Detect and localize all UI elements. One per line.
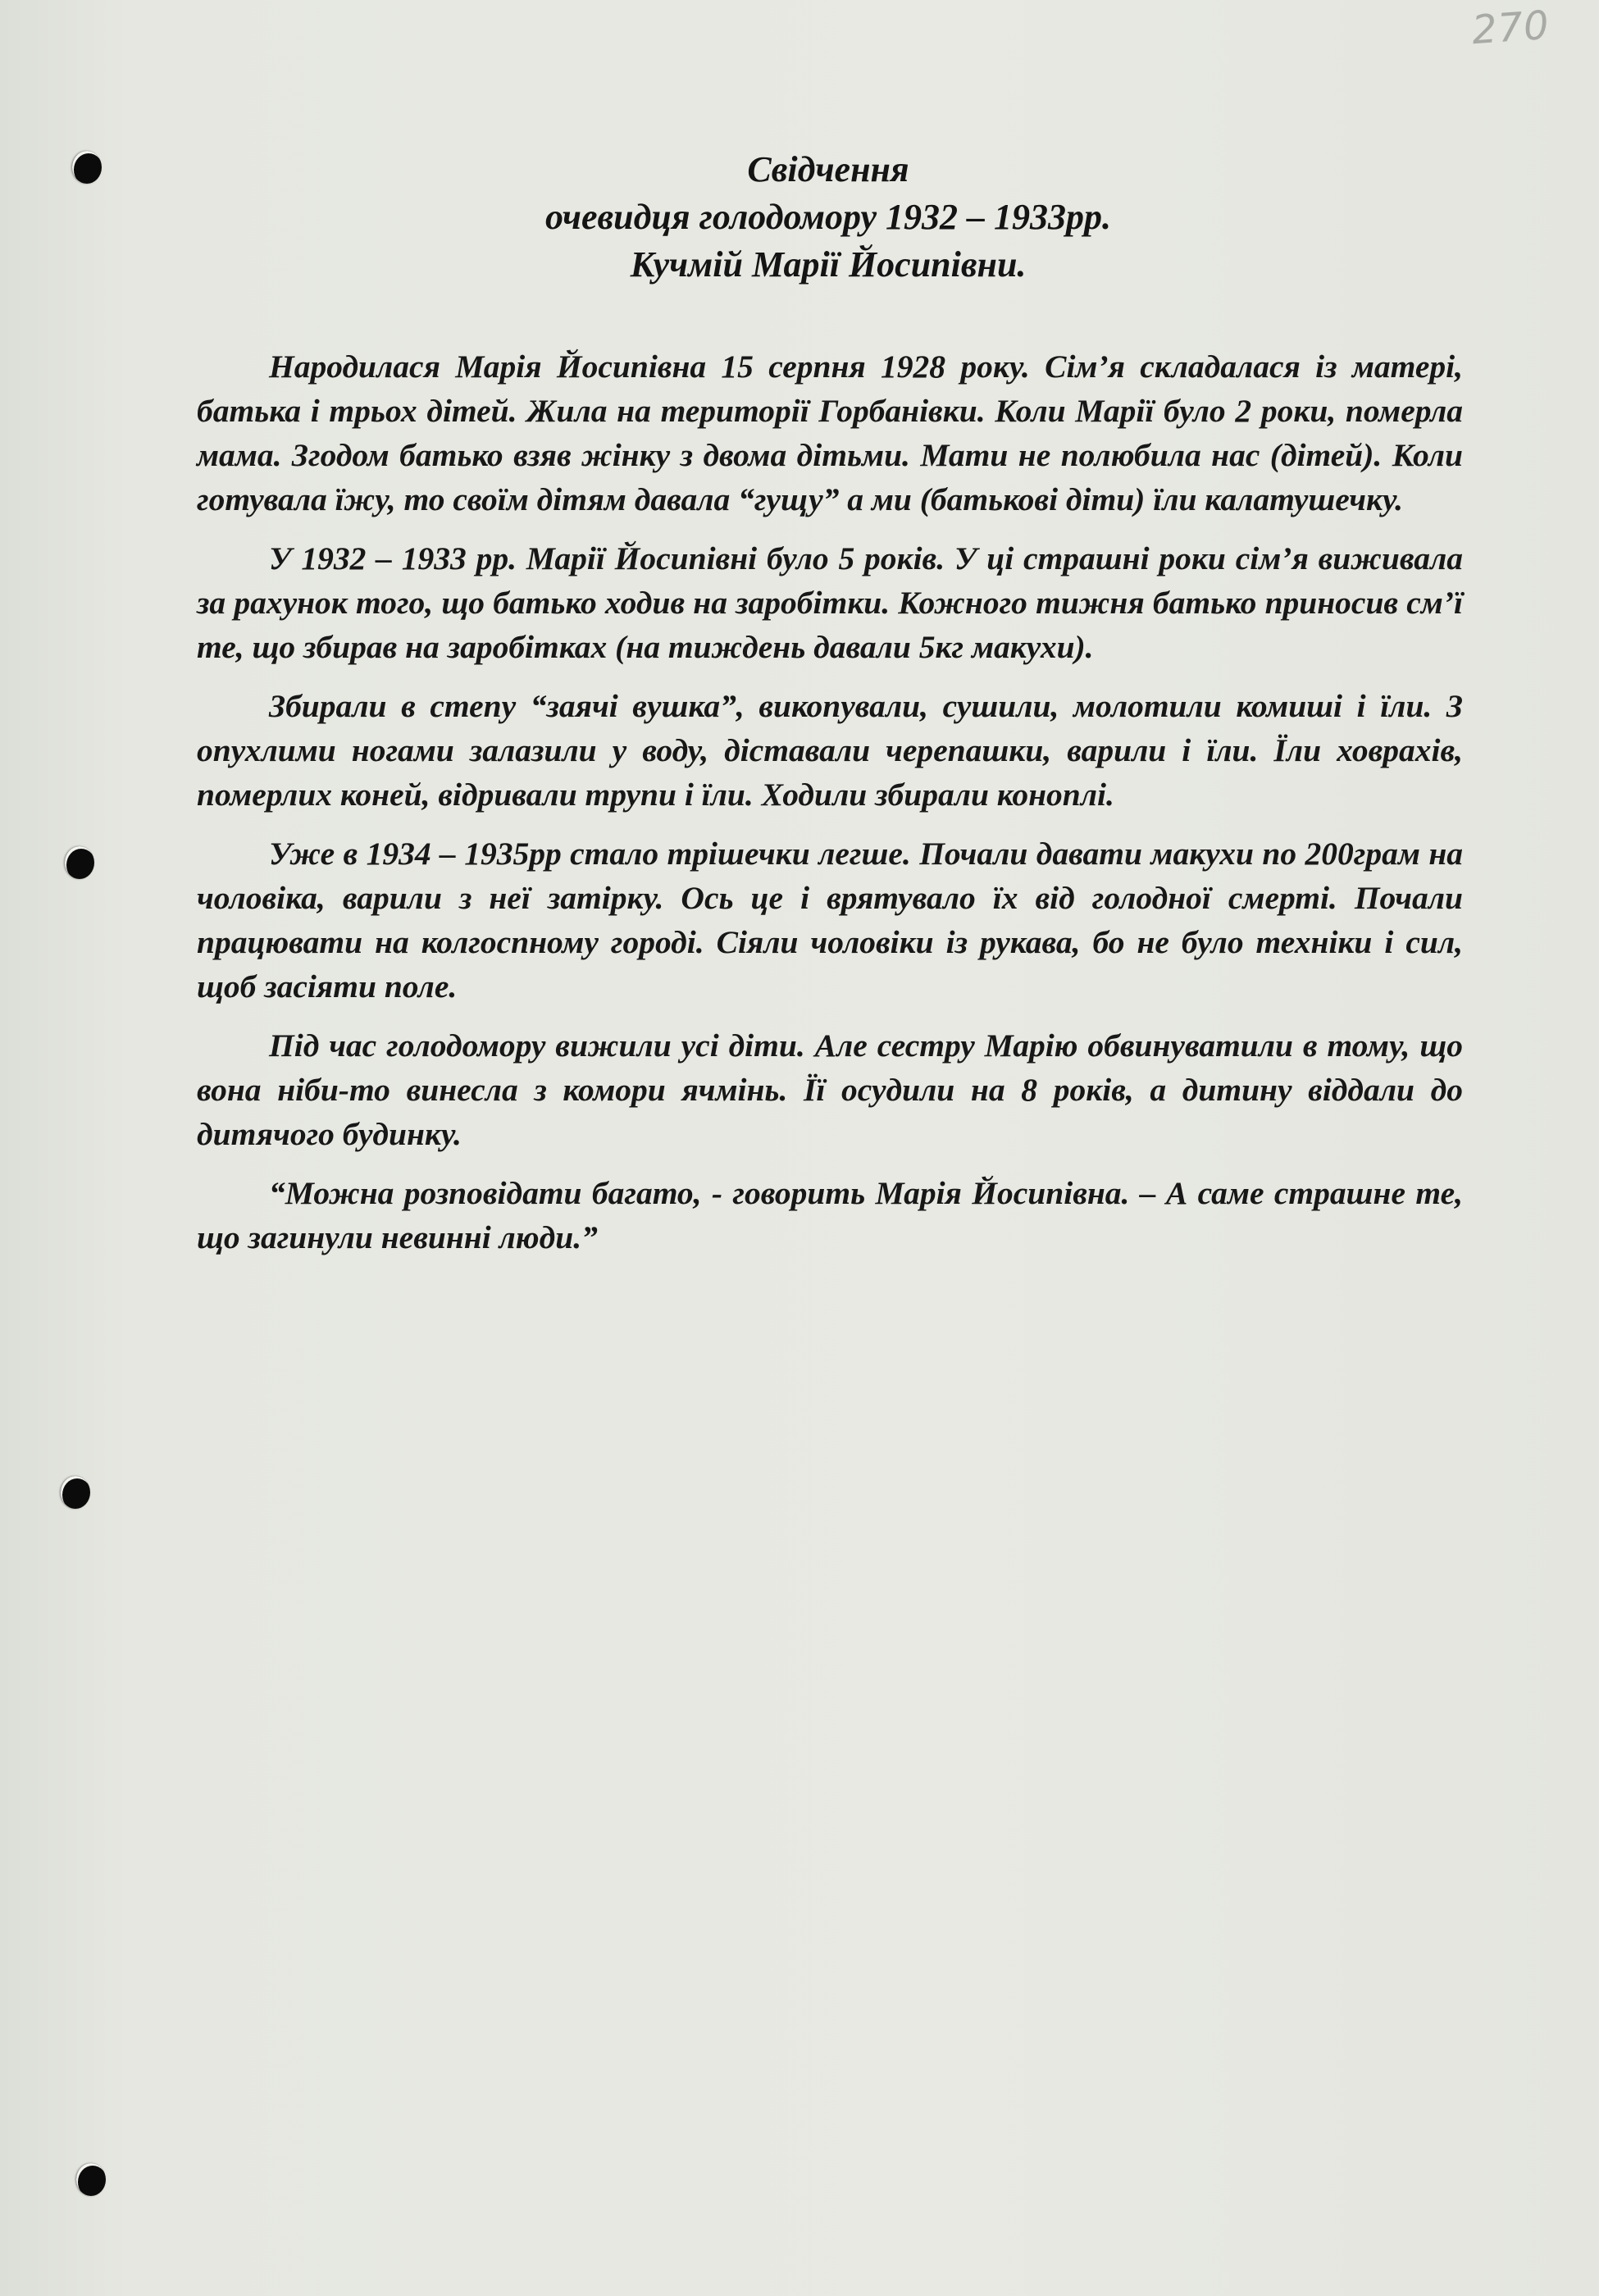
paragraph-6: “Можна розповідати багато, - говорить Марія Йосипівна. – А саме страшне те, що загинули невинні люди.” <box>197 1175 1463 1255</box>
paragraph-5: Під час голодомору вижили усі діти. Але сестру Марію обвинуватили в тому, що вона ніби-то винесла з комори ячмінь. Її осудили на 8 років, а дитину віддали до дитячого будинку. <box>197 1027 1463 1152</box>
paragraph-1: Народилася Марія Йосипівна 15 серпня 1928 року. Сім’я складалася із матері, батька і трьох дітей. Жила на території Горбанівки. Коли Марії було 2 роки, померла мама. Згодом батько взяв жінку з двома дітьми. Мати не полюбила нас (дітей). Коли готувала їжу, то своїм дітям давала “гущу” а ми (батькові діти) їли калатушечку. <box>197 348 1463 517</box>
title-line-1: Свідчення <box>747 149 909 189</box>
handwritten-page-number: 270 <box>1470 2 1551 54</box>
document-title <box>197 146 1460 289</box>
paragraph-2: У 1932 – 1933 рр. Марії Йосипівні було 5 років. У ці страшні роки сім’я виживала за рахунок того, що батько ходив на заробітки. Кожного тижня батько приносив см’ї те, що збирав на заробітках (на тиждень давали 5кг макухи). <box>197 540 1463 665</box>
title-line-3: Кучмій Марії Йосипівни. <box>630 244 1027 285</box>
testimony-body <box>197 344 1463 1274</box>
punch-hole-3 <box>61 1476 90 1509</box>
punch-hole-2 <box>65 846 94 879</box>
punch-hole-1 <box>72 151 102 184</box>
paragraph-3: Збирали в степу “заячі вушка”, викопували, сушили, молотили комиші і їли. З опухлими ногами залазили у воду, діставали черепашки, варили і їли. Їли ховрахів, померлих коней, відривали трупи і їли. Ходили збирали коноплі. <box>197 688 1463 813</box>
paragraph-4: Уже в 1934 – 1935рр стало трішечки легше. Почали давати макухи по 200грам на чоловіка, варили з неї затірку. Ось це і врятувало їх від голодної смерті. Почали працювати на колгоспному городі. Сіяли чоловіки із рукава, бо не було техніки і сил, щоб засіяти поле. <box>197 836 1463 1004</box>
title-line-2: очевидця голодомору 1932 – 1933рр. <box>545 197 1111 237</box>
punch-hole-4 <box>76 2163 106 2196</box>
